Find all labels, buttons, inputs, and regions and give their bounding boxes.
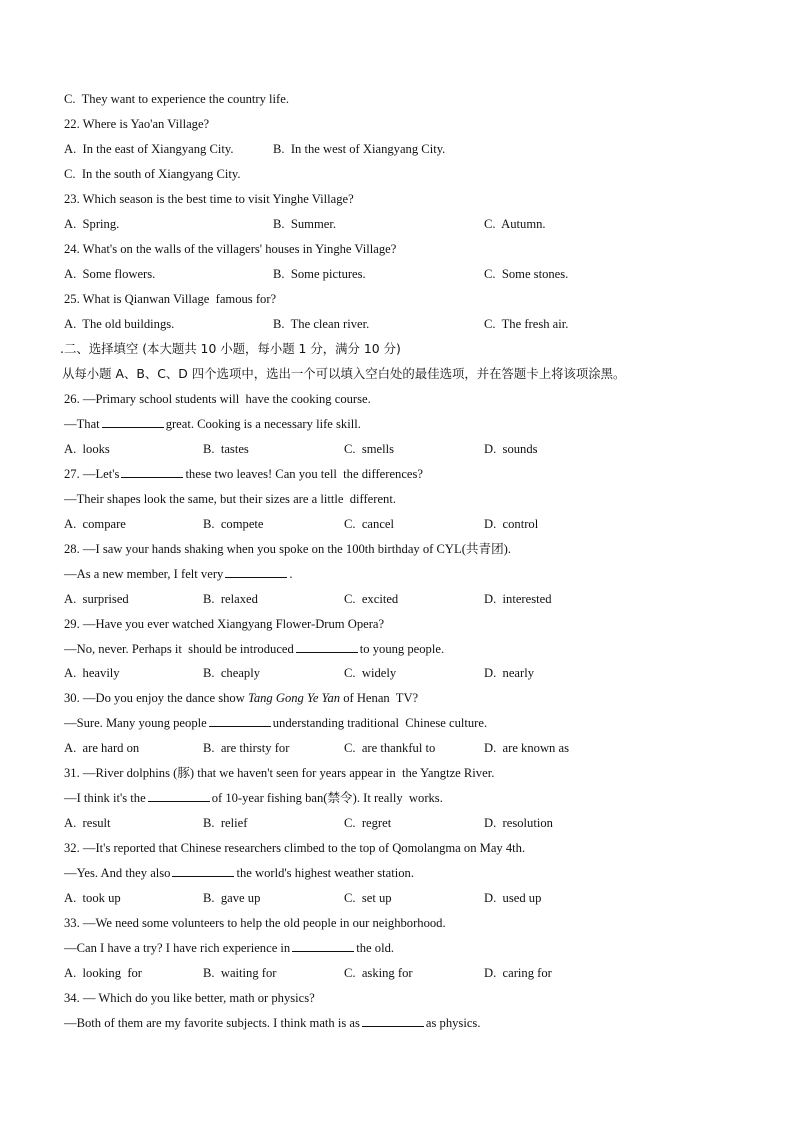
q29-question: 29. —Have you ever watched Xiangyang Flower-Drum Opera? xyxy=(64,617,385,631)
q27-option-d: D. control xyxy=(484,517,539,531)
answer-blank xyxy=(292,940,354,952)
q29-response-end: to young people. xyxy=(359,642,445,656)
q22-option-b: B. In the west of Xiangyang City. xyxy=(273,142,446,156)
q29-response xyxy=(64,641,444,657)
answer-blank xyxy=(209,715,271,727)
q33-option-b: B. waiting for xyxy=(203,966,277,980)
q29-option-a: A. heavily xyxy=(64,666,120,680)
q23-option-b: B. Summer. xyxy=(273,217,336,231)
q28-response-start: —As a new member, I felt very xyxy=(64,567,224,581)
q28-option-a: A. surprised xyxy=(64,592,129,606)
q31-option-b: B. relief xyxy=(203,816,248,830)
q24-option-a: A. Some flowers. xyxy=(64,267,156,281)
q30-question-end: of Henan TV? xyxy=(340,691,419,705)
q32-option-b: B. gave up xyxy=(203,891,261,905)
q32-option-c: C. set up xyxy=(344,891,392,905)
q30-option-b: B. are thirsty for xyxy=(203,741,290,755)
q30-question xyxy=(64,690,418,706)
q27-question-start: 27. —Let's xyxy=(64,467,120,481)
q30-question-start: 30. —Do you enjoy the dance show xyxy=(64,691,248,705)
q26-option-c: C. smells xyxy=(344,442,395,456)
q27-response: —Their shapes look the same, but their sizes are a little different. xyxy=(64,492,396,506)
q23-question: 23. Which season is the best time to visit Yinghe Village? xyxy=(64,192,354,206)
q34-response-start: —Both of them are my favorite subjects. I think math is as xyxy=(64,1016,360,1030)
answer-blank xyxy=(121,466,183,478)
q28-option-d: D. interested xyxy=(484,592,552,606)
q26-response xyxy=(64,416,361,432)
q29-response-start: —No, never. Perhaps it should be introduced xyxy=(64,642,294,656)
q26-response-end: great. Cooking is a necessary life skill. xyxy=(165,417,361,431)
answer-blank xyxy=(296,641,358,653)
q33-option-c: C. asking for xyxy=(344,966,413,980)
q31-question: 31. —River dolphins (豚) that we haven't seen for years appear in the Yangtze River. xyxy=(64,766,495,780)
q28-response xyxy=(64,566,292,582)
q28-option-c: C. excited xyxy=(344,592,399,606)
q29-option-b: B. cheaply xyxy=(203,666,261,680)
q30-response xyxy=(64,715,487,731)
q33-option-d: D. caring for xyxy=(484,966,552,980)
q33-response xyxy=(64,940,394,956)
q22-option-c: C. In the south of Xiangyang City. xyxy=(64,167,241,181)
q31-response-end: of 10-year fishing ban(禁令). It really works. xyxy=(211,791,443,805)
q32-response-end: the world's highest weather station. xyxy=(236,866,414,880)
q33-response-end: the old. xyxy=(356,941,395,955)
q21-option-c: C. They want to experience the country life. xyxy=(64,92,289,106)
q24-question: 24. What's on the walls of the villagers' houses in Yinghe Village? xyxy=(64,242,397,256)
q30-response-start: —Sure. Many young people xyxy=(64,716,207,730)
q25-option-b: B. The clean river. xyxy=(273,317,370,331)
q24-option-b: B. Some pictures. xyxy=(273,267,366,281)
q25-option-c: C. The fresh air. xyxy=(484,317,569,331)
section-instructions: 从每小题 A、B、C、D 四个选项中，选出一个可以填入空白处的最佳选项，并在答题卡上将该项涂黑。 xyxy=(62,366,626,381)
q27-question-end: these two leaves! Can you tell the differences? xyxy=(185,467,423,481)
answer-blank xyxy=(225,566,287,578)
section-heading: .二、选择填空 (本大题共 10 小题，每小题 1 分，满分 10 分) xyxy=(60,341,401,356)
q30-response-end: understanding traditional Chinese culture. xyxy=(272,716,488,730)
q32-option-d: D. used up xyxy=(484,891,542,905)
q34-response xyxy=(64,1015,480,1031)
q33-response-start: —Can I have a try? I have rich experience in xyxy=(64,941,291,955)
q23-option-a: A. Spring. xyxy=(64,217,120,231)
q33-question: 33. —We need some volunteers to help the old people in our neighborhood. xyxy=(64,916,446,930)
q22-question: 22. Where is Yao'an Village? xyxy=(64,117,210,131)
q29-option-c: C. widely xyxy=(344,666,397,680)
q32-response xyxy=(64,865,414,881)
q29-option-d: D. nearly xyxy=(484,666,535,680)
q27-option-c: C. cancel xyxy=(344,517,394,531)
q26-question: 26. —Primary school students will have the cooking course. xyxy=(64,392,371,406)
q28-option-b: B. relaxed xyxy=(203,592,258,606)
q25-question: 25. What is Qianwan Village famous for? xyxy=(64,292,277,306)
answer-blank xyxy=(102,416,164,428)
q32-option-a: A. took up xyxy=(64,891,121,905)
q26-option-a: A. looks xyxy=(64,442,110,456)
q22-option-a: A. In the east of Xiangyang City. xyxy=(64,142,234,156)
q26-response-start: —That xyxy=(64,417,100,431)
q28-response-end: . xyxy=(289,567,293,581)
q26-option-d: D. sounds xyxy=(484,442,538,456)
q31-response-start: —I think it's the xyxy=(64,791,146,805)
answer-blank xyxy=(172,865,234,877)
answer-blank xyxy=(362,1015,424,1027)
q27-option-b: B. compete xyxy=(203,517,264,531)
q34-response-end: as physics. xyxy=(425,1016,481,1030)
q30-option-c: C. are thankful to xyxy=(344,741,436,755)
q24-option-c: C. Some stones. xyxy=(484,267,569,281)
q31-option-a: A. result xyxy=(64,816,111,830)
q25-option-a: A. The old buildings. xyxy=(64,317,175,331)
show-title: Tang Gong Ye Yan xyxy=(247,691,341,705)
q27-option-a: A. compare xyxy=(64,517,126,531)
q26-option-b: B. tastes xyxy=(203,442,249,456)
q31-option-c: C. regret xyxy=(344,816,392,830)
q30-option-a: A. are hard on xyxy=(64,741,140,755)
q33-option-a: A. looking for xyxy=(64,966,143,980)
q28-question: 28. —I saw your hands shaking when you spoke on the 100th birthday of CYL(共青团). xyxy=(64,542,512,556)
q30-option-d: D. are known as xyxy=(484,741,569,755)
q34-question: 34. — Which do you like better, math or physics? xyxy=(64,991,315,1005)
q32-question: 32. —It's reported that Chinese researchers climbed to the top of Qomolangma on May 4th. xyxy=(64,841,526,855)
q23-option-c: C. Autumn. xyxy=(484,217,546,231)
q31-option-d: D. resolution xyxy=(484,816,553,830)
q31-response xyxy=(64,790,443,806)
q27-question xyxy=(64,466,423,482)
q32-response-start: —Yes. And they also xyxy=(64,866,171,880)
answer-blank xyxy=(148,790,210,802)
